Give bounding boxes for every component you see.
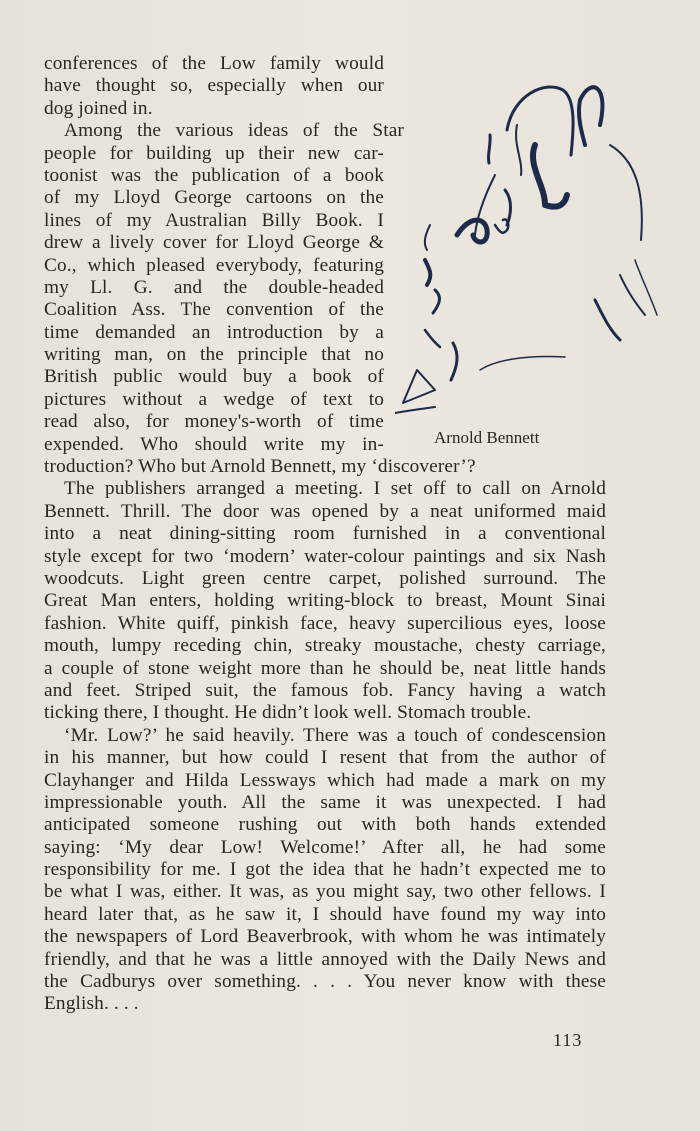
text-line: the newspapers of Lord Beaverbrook, with whom he was intimately	[44, 926, 606, 948]
text-line: style except for two ‘modern’ water-colour paintings and six Nash	[44, 545, 606, 567]
text-line: English. . . .	[44, 993, 139, 1015]
text-line: Coalition Ass. The convention of the	[44, 299, 384, 321]
text-line: a couple of stone weight more than he should be, neat little hands	[44, 657, 606, 679]
text-line: read also, for money's-worth of time	[44, 411, 384, 433]
text-line: fashion. White quiff, pinkish face, heavy supercilious eyes, loose	[44, 612, 606, 634]
text-line: drew a lively cover for Lloyd George &	[44, 232, 384, 254]
text-line: mouth, lumpy receding chin, streaky moustache, chesty carriage,	[44, 635, 606, 657]
text-line: my Ll. G. and the double-headed	[44, 276, 384, 298]
text-line: in his manner, but how could I resent that from the author of	[44, 747, 606, 769]
text-line: friendly, and that he was a little annoyed with the Daily News and	[44, 948, 606, 970]
text-line: into a neat dining-sitting room furnished in a conventional	[44, 523, 606, 545]
text-line: Clayhanger and Hilda Lessways which had made a mark on my	[44, 769, 606, 791]
text-line: and feet. Striped suit, the famous fob. Fancy having a watch	[44, 679, 606, 701]
text-line: the Cadburys over something. . . . You never know with these	[44, 971, 606, 993]
text-line: heard later that, as he saw it, I should have found my way into	[44, 903, 606, 925]
text-line: British public would buy a book of	[44, 366, 384, 388]
text-line: lines of my Australian Billy Book. I	[44, 209, 384, 231]
text-line: Co., which pleased everybody, featuring	[44, 254, 384, 276]
text-line: expended. Who should write my in-	[44, 433, 384, 455]
text-line: of my Lloyd George cartoons on the	[44, 187, 384, 209]
text-line: time demanded an introduction by a	[44, 321, 384, 343]
text-line: writing man, on the principle that no	[44, 344, 384, 366]
text-line: Great Man enters, holding writing-block to breast, Mount Sinai	[44, 590, 606, 612]
text-line: saying: ‘My dear Low! Welcome!’ After all, he had some	[44, 836, 606, 858]
text-line: The publishers arranged a meeting. I set off to call on Arnold	[64, 478, 606, 500]
page-number: 113	[553, 1030, 583, 1050]
text-line: Bennett. Thrill. The door was opened by a neat uniformed maid	[44, 500, 606, 522]
text-line: Among the various ideas of the Star	[64, 120, 404, 142]
text-line: ‘Mr. Low?’ he said heavily. There was a touch of condescension	[64, 724, 606, 746]
text-line: conferences of the Low family would	[44, 53, 384, 74]
text-line: responsibility for me. I got the idea that he hadn’t expected me to	[44, 859, 606, 881]
text-line: anticipated someone rushing out with both hands extended	[44, 814, 606, 836]
text-line: woodcuts. Light green centre carpet, polished surround. The	[44, 567, 606, 589]
illustration-caption: Arnold Bennett	[434, 428, 540, 447]
text-line: have thought so, especially when our	[44, 75, 384, 97]
text-line: dog joined in.	[44, 97, 153, 119]
text-line: be what I was, either. It was, as you might say, two other fellows. I	[44, 881, 606, 903]
text-line: toonist was the publication of a book	[44, 164, 384, 186]
arnold-bennett-sketch	[395, 75, 670, 420]
text-line: pictures without a wedge of text to	[44, 388, 384, 410]
text-line: impressionable youth. All the same it was unexpected. I had	[44, 791, 606, 813]
text-line: ticking there, I thought. He didn’t look well. Stomach trouble.	[44, 702, 532, 724]
text-line: people for building up their new car-	[44, 142, 384, 164]
text-line: troduction? Who but Arnold Bennett, my ‘discoverer’?	[44, 456, 476, 478]
